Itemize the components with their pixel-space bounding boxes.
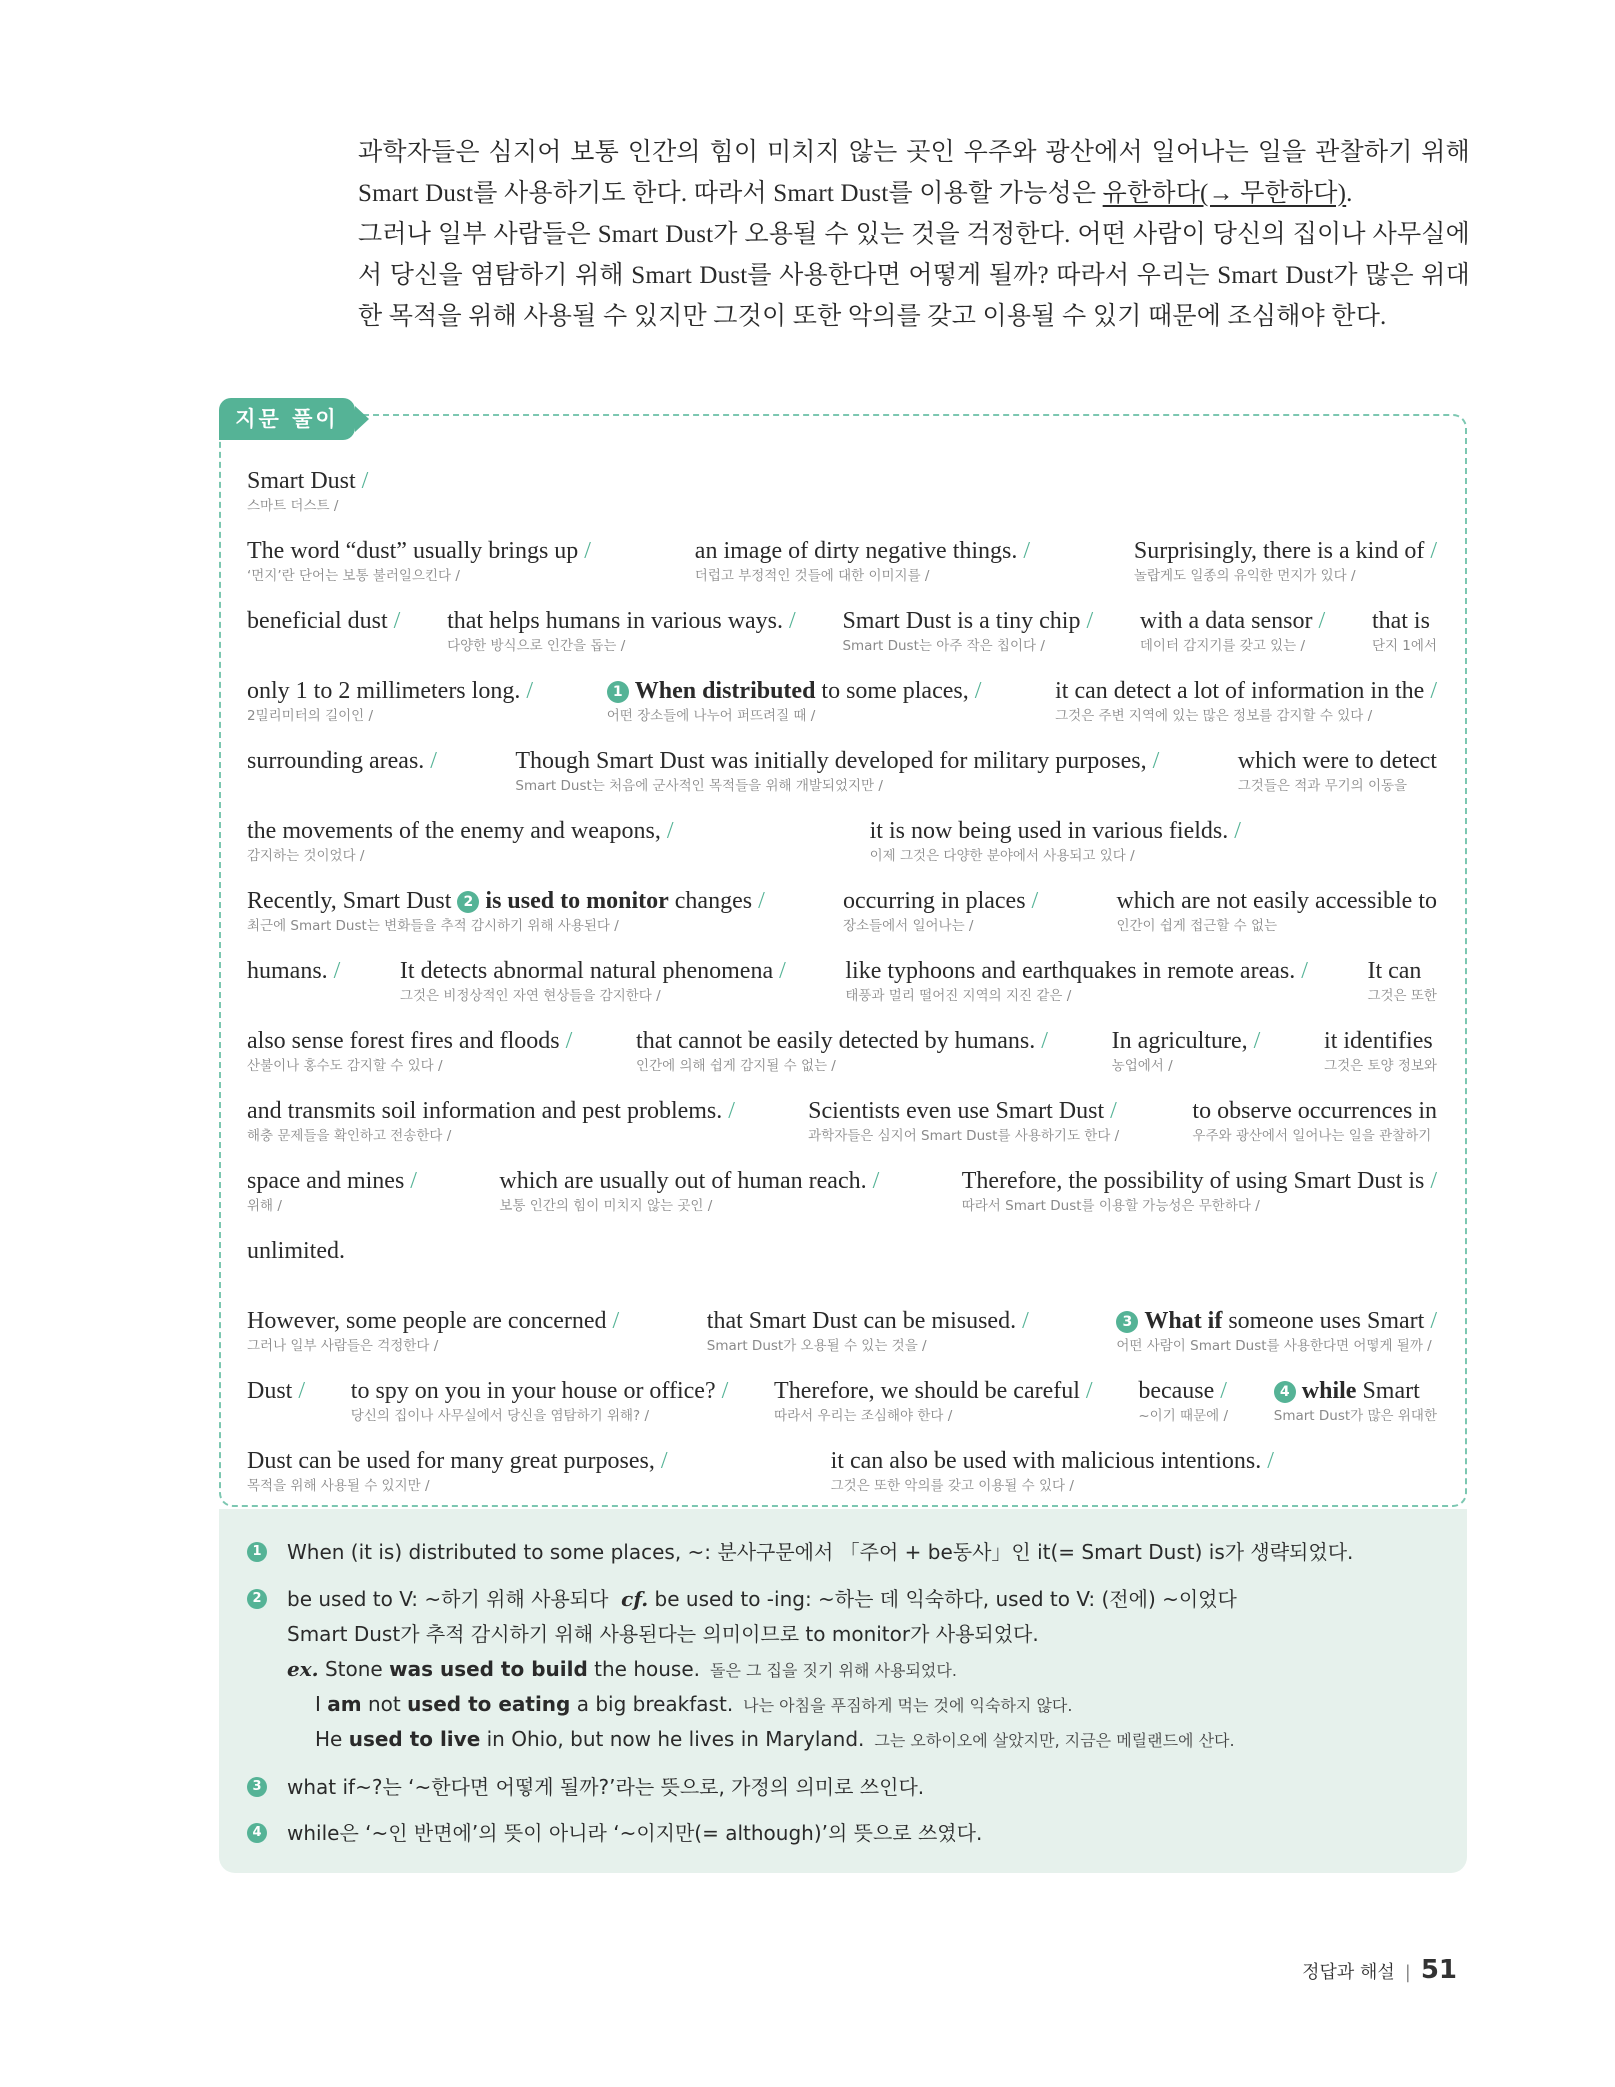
passage-line xyxy=(247,1376,1437,1425)
chunk-english: Therefore, the possibility of using Smart Dust is / xyxy=(961,1168,1437,1194)
chunk-korean: 어떤 장소들에 나누어 퍼뜨려질 때 / xyxy=(606,708,816,724)
chunk xyxy=(1238,746,1437,795)
footer-label: 정답과 해설 xyxy=(1302,1962,1395,1983)
slash-divider: / xyxy=(773,958,786,984)
chunk-english: that is xyxy=(1371,608,1430,634)
slash-divider: / xyxy=(660,818,674,844)
chunk xyxy=(962,1166,1437,1215)
chunk-english: humans. / xyxy=(247,958,341,984)
note-2-line-1: be used to V: ~하기 위해 사용되다 cf. be used to -ing: ~하는 데 익숙하다, used to V: (전에) ~이었다 xyxy=(287,1587,1237,1611)
chunk-korean: 2밀리미터의 길이인 / xyxy=(247,708,374,724)
cf-label: cf. xyxy=(621,1587,649,1611)
chunk-english: with a data sensor / xyxy=(1139,608,1326,634)
note-4: while은 ‘~인 반면에’의 뜻이 아니라 ‘~이지만(= although)’의 뜻으로 쓰였다. xyxy=(287,1821,983,1845)
slash-divider: / xyxy=(1035,1028,1048,1054)
chunk xyxy=(247,466,368,515)
chunk-korean: Smart Dust는 처음에 군사적인 목적들을 위해 개발되었지만 / xyxy=(515,778,883,794)
slash-divider: / xyxy=(1017,538,1031,564)
chunk-korean: 우주와 광산에서 일어나는 일을 관찰하기 xyxy=(1192,1128,1432,1144)
chunk-english: In agriculture, / xyxy=(1111,1028,1261,1054)
chunk-korean: 놀랍게도 일종의 유익한 먼지가 있다 / xyxy=(1133,568,1356,584)
slash-divider: / xyxy=(1016,1308,1029,1334)
slash-divider: / xyxy=(968,678,982,704)
chunk-korean: 이제 그것은 다양한 분야에서 사용되고 있다 / xyxy=(869,848,1135,864)
chunk-korean: 그러나 일부 사람들은 걱정한다 / xyxy=(247,1338,439,1354)
chunk-english: also sense forest fires and floods / xyxy=(247,1028,573,1054)
slash-divider: / xyxy=(520,678,533,704)
note-marker-2: 2 xyxy=(247,1589,267,1609)
slash-divider: / xyxy=(559,1028,573,1054)
chunk-korean: 목적을 위해 사용될 수 있지만 / xyxy=(247,1478,430,1494)
chunk xyxy=(247,676,533,725)
example-2: I am not used to eating a big breakfast. 나는 아침을 푸짐하게 먹는 것에 익숙하지 않다. xyxy=(315,1692,1073,1716)
chunk-korean: 그것은 또한 xyxy=(1367,988,1437,1004)
grammar-point-marker: 1 xyxy=(607,681,629,703)
chunk xyxy=(247,1236,345,1267)
intro-translation xyxy=(358,132,1470,337)
chunk-korean: Smart Dust가 오용될 수 있는 것을 / xyxy=(706,1338,927,1354)
example-3: He used to live in Ohio, but now he lives in Maryland. 그는 오하이오에 살았지만, 지금은 메릴랜드에 산다. xyxy=(315,1727,1235,1751)
chunk-korean: 단지 1에서 xyxy=(1371,638,1437,654)
chunk xyxy=(808,1096,1119,1145)
ex-label: ex. xyxy=(287,1657,319,1681)
slash-divider: / xyxy=(327,958,341,984)
chunk-english: because / xyxy=(1138,1378,1227,1404)
slash-divider: / xyxy=(1424,1308,1437,1334)
chunk xyxy=(1274,1376,1437,1425)
chunk-korean: 그것은 또한 악의를 갖고 이용될 수 있다 / xyxy=(830,1478,1074,1494)
slash-divider: / xyxy=(1312,608,1326,634)
chunk xyxy=(1140,606,1325,655)
slash-divider: / xyxy=(866,1168,880,1194)
chunk xyxy=(636,1026,1048,1075)
note-1: When (it is) distributed to some places, ~: 분사구문에서 「주어 + be동사」인 it(= Smart Dust) is가 생략되었다. xyxy=(287,1540,1354,1564)
passage-line xyxy=(247,536,1437,585)
chunk-english: It detects abnormal natural phenomena / xyxy=(399,958,786,984)
chunk-korean: 더럽고 부정적인 것들에 대한 이미지를 / xyxy=(694,568,930,584)
chunk xyxy=(870,816,1241,865)
intro-paragraph-2: 그러나 일부 사람들은 Smart Dust가 오용될 수 있는 것을 걱정한다. 어떤 사람이 당신의 집이나 사무실에서 당신을 염탐하기 위해 Smart Dust를 사용한다면 어떻게 될까? 따라서 우리는 Smart Dust가 많은 위대한 목적을 위해 사용될 수 있지만 그것이 또한 악의를 갖고 이용될 수 있기 때문에 조심해야 한다. xyxy=(358,221,1470,330)
passage-line xyxy=(247,956,1437,1005)
chunk-english: to observe occurrences in xyxy=(1192,1098,1437,1124)
chunk-english: Dust / xyxy=(247,1378,306,1404)
chunk-english: surrounding areas. / xyxy=(247,748,437,774)
slash-divider: / xyxy=(1295,958,1308,984)
chunk xyxy=(1324,1026,1437,1075)
passage-line xyxy=(247,816,1437,865)
chunk-english: 3 What if someone uses Smart / xyxy=(1116,1306,1437,1336)
chunk xyxy=(247,886,765,935)
footer-divider: | xyxy=(1404,1962,1411,1983)
slash-divider: / xyxy=(752,888,765,914)
chunk xyxy=(842,606,1093,655)
chunk-english: an image of dirty negative things. / xyxy=(694,538,1031,564)
slash-divider: / xyxy=(654,1448,668,1474)
chunk-english: which are not easily accessible to xyxy=(1116,888,1437,914)
slash-divider: / xyxy=(1104,1098,1117,1124)
slash-divider: / xyxy=(1214,1378,1227,1404)
passage-line xyxy=(247,1026,1437,1075)
chunk xyxy=(247,606,400,655)
slash-divider: / xyxy=(1424,1168,1437,1194)
slash-divider: / xyxy=(1079,1378,1093,1404)
chunk-english: it identifies xyxy=(1324,1028,1433,1054)
chunk xyxy=(247,1306,619,1355)
chunk-english: that Smart Dust can be misused. / xyxy=(706,1308,1029,1334)
chunk-english: unlimited. xyxy=(247,1238,345,1264)
chunk xyxy=(247,1026,572,1075)
slash-divider: / xyxy=(715,1378,729,1404)
chunk-english: occurring in places / xyxy=(842,888,1039,914)
chunk-korean: Smart Dust가 많은 위대한 xyxy=(1273,1408,1437,1424)
chunk-korean: 감지하는 것이었다 / xyxy=(247,848,365,864)
chunk-korean: ~이기 때문에 / xyxy=(1138,1408,1228,1424)
chunk xyxy=(247,816,674,865)
grammar-point-marker: 2 xyxy=(457,891,479,913)
note-2-line-2: Smart Dust가 추적 감시하기 위해 사용된다는 의미이므로 to monitor가 사용되었다. xyxy=(287,1622,1039,1646)
slash-divider: / xyxy=(355,468,369,494)
chunk-english: The word “dust” usually brings up / xyxy=(247,538,591,564)
chunk-korean: 어떤 사람이 Smart Dust를 사용한다면 어떻게 될까 / xyxy=(1116,1338,1432,1354)
chunk-english: like typhoons and earthquakes in remote areas. / xyxy=(845,958,1308,984)
passage-line xyxy=(247,1096,1437,1145)
chunk xyxy=(1192,1096,1437,1145)
passage-line xyxy=(247,1306,1437,1355)
chunk xyxy=(247,536,591,585)
slash-divider: / xyxy=(424,748,437,774)
chunk-english: beneficial dust / xyxy=(247,608,401,634)
chunk xyxy=(1138,1376,1228,1425)
slash-divider: / xyxy=(606,1308,620,1334)
chunk-korean: 스마트 더스트 / xyxy=(247,498,339,514)
chunk-korean: 농업에서 / xyxy=(1111,1058,1173,1074)
passage-line xyxy=(247,886,1437,935)
note-marker-3: 3 xyxy=(247,1777,267,1797)
chunk xyxy=(247,746,437,795)
slash-divider: / xyxy=(1228,818,1241,844)
chunk xyxy=(1116,886,1437,935)
passage-line xyxy=(247,746,1437,795)
chunk-korean: 다양한 방식으로 인간을 돕는 / xyxy=(447,638,626,654)
chunk-english: However, some people are concerned / xyxy=(247,1308,620,1334)
intro-paragraph-1: 과학자들은 심지어 보통 인간의 힘이 미치지 않는 곳인 우주와 광산에서 일어나는 일을 관찰하기 위해 Smart Dust를 사용하기도 한다. 따라서 Smart Dust를 이용할 가능성은 유한하다(→ 무한하다). xyxy=(358,139,1470,207)
chunk xyxy=(351,1376,729,1425)
chunk-english: Smart Dust is a tiny chip / xyxy=(842,608,1094,634)
chunk-korean: 데이터 감지기를 갖고 있는 / xyxy=(1139,638,1306,654)
chunk-korean: 위해 / xyxy=(247,1198,282,1214)
chunk-english: to spy on you in your house or office? / xyxy=(350,1378,729,1404)
chunk xyxy=(1055,676,1437,725)
chunk xyxy=(247,1376,305,1425)
chunk xyxy=(1367,956,1437,1005)
note-marker-4: 4 xyxy=(247,1823,267,1843)
example-1: ex. Stone was used to build the house. 돌은 그 집을 짓기 위해 사용되었다. xyxy=(287,1657,957,1681)
passage-line xyxy=(247,676,1437,725)
chunk-english: 4 while Smart xyxy=(1274,1376,1437,1406)
slash-divider: / xyxy=(1261,1448,1274,1474)
chunk-english: 1 When distributed to some places, / xyxy=(607,676,982,706)
chunk-english: it can also be used with malicious intentions. / xyxy=(830,1448,1274,1474)
chunk-english: Therefore, we should be careful / xyxy=(774,1378,1093,1404)
chunk-korean: 당신의 집이나 사무실에서 당신을 염탐하기 위해? / xyxy=(350,1408,650,1424)
chunk-english: Scientists even use Smart Dust / xyxy=(808,1098,1117,1124)
chunk xyxy=(831,1446,1274,1495)
chunk-korean: ‘먼지’란 단어는 보통 불러일으킨다 / xyxy=(247,568,460,584)
page-number: 51 xyxy=(1420,1955,1457,1985)
chunk-english: space and mines / xyxy=(247,1168,417,1194)
chunk-korean: 태풍과 멀리 떨어진 지역의 지진 같은 / xyxy=(845,988,1072,1004)
grammar-point-marker: 4 xyxy=(1274,1381,1296,1403)
chunk-korean: 그것들은 적과 무기의 이동을 xyxy=(1237,778,1408,794)
chunk-english: Surprisingly, there is a kind of / xyxy=(1133,538,1437,564)
slash-divider: / xyxy=(1025,888,1039,914)
chunk-english: only 1 to 2 millimeters long. / xyxy=(247,678,533,704)
chunk xyxy=(400,956,786,1005)
passage-line xyxy=(247,1446,1437,1495)
slash-divider: / xyxy=(578,538,591,564)
note-marker-1: 1 xyxy=(247,1542,267,1562)
slash-divider: / xyxy=(722,1098,735,1124)
slash-divider: / xyxy=(783,608,796,634)
chunk-korean: 그것은 토양 정보와 xyxy=(1324,1058,1437,1074)
note-3: what if~?는 ‘~한다면 어떻게 될까?’라는 뜻으로, 가정의 의미로 쓰인다. xyxy=(287,1775,925,1799)
chunk xyxy=(845,956,1308,1005)
slash-divider: / xyxy=(387,608,401,634)
chunk xyxy=(247,1166,417,1215)
chunk-korean: 장소들에서 일어나는 / xyxy=(842,918,974,934)
slash-divider: / xyxy=(292,1378,306,1404)
chunk-korean: 그것은 비정상적인 자연 현상들을 감지한다 / xyxy=(399,988,661,1004)
chunk-english: Smart Dust / xyxy=(247,468,369,494)
chunk-korean: 그것은 주변 지역에 있는 많은 정보를 감지할 수 있다 / xyxy=(1055,708,1373,724)
grammar-point-marker: 3 xyxy=(1116,1311,1138,1333)
underlined-correction: 유한하다(→ 무한하다) xyxy=(1102,180,1347,207)
chunk-english: that helps humans in various ways. / xyxy=(447,608,796,634)
chunk xyxy=(843,886,1038,935)
chunk-korean: 따라서 Smart Dust를 이용할 가능성은 무한하다 / xyxy=(961,1198,1260,1214)
slash-divider: / xyxy=(404,1168,417,1194)
slash-divider: / xyxy=(1424,538,1437,564)
chunk-english: the movements of the enemy and weapons, / xyxy=(247,818,674,844)
chunk-korean: Smart Dust는 아주 작은 칩이다 / xyxy=(842,638,1045,654)
chunk xyxy=(774,1376,1093,1425)
chunk-english: and transmits soil information and pest problems. / xyxy=(247,1098,735,1124)
slash-divider: / xyxy=(1247,1028,1261,1054)
chunk-english: it is now being used in various fields. / xyxy=(869,818,1241,844)
chunk xyxy=(607,676,982,725)
chunk xyxy=(1372,606,1437,655)
chunk-korean: 인간이 쉽게 접근할 수 없는 xyxy=(1116,918,1278,934)
chunk-english: that cannot be easily detected by humans. / xyxy=(636,1028,1048,1054)
passage-line xyxy=(247,1236,1437,1267)
passage-line xyxy=(247,1166,1437,1215)
chunk-english: Dust can be used for many great purposes, / xyxy=(247,1448,668,1474)
passage-line xyxy=(247,466,1437,515)
passage-line xyxy=(247,606,1437,655)
chunk xyxy=(1116,1306,1437,1355)
chunk xyxy=(499,1166,879,1215)
chunk-korean: 과학자들은 심지어 Smart Dust를 사용하기도 한다 / xyxy=(808,1128,1120,1144)
chunk-korean: 산불이나 홍수도 감지할 수 있다 / xyxy=(247,1058,443,1074)
chunk xyxy=(1134,536,1437,585)
slash-divider: / xyxy=(1080,608,1094,634)
chunk xyxy=(695,536,1030,585)
chunk xyxy=(447,606,796,655)
chunk-korean: 최근에 Smart Dust는 변화들을 추적 감시하기 위해 사용된다 / xyxy=(247,918,619,934)
chunk-english: which are usually out of human reach. / xyxy=(499,1168,880,1194)
chunk-korean: 인간에 의해 쉽게 감지될 수 없는 / xyxy=(636,1058,836,1074)
slash-divider: / xyxy=(1424,678,1437,704)
chunk xyxy=(247,956,340,1005)
chunk-korean: 따라서 우리는 조심해야 한다 / xyxy=(774,1408,953,1424)
chunk-korean: 보통 인간의 힘이 미치지 않는 곳인 / xyxy=(499,1198,713,1214)
chunk xyxy=(247,1096,735,1145)
page-footer xyxy=(1302,1955,1457,1985)
grammar-notes xyxy=(219,1509,1467,1873)
chunk-english: it can detect a lot of information in the / xyxy=(1055,678,1437,704)
chunk-english: Though Smart Dust was initially developed for military purposes, / xyxy=(515,748,1160,774)
chunk xyxy=(247,1446,668,1495)
chunk-english: It can xyxy=(1367,958,1422,984)
section-tab: 지문 풀이 xyxy=(219,398,355,440)
chunk xyxy=(1112,1026,1261,1075)
chunk-english: Recently, Smart Dust 2 is used to monitor changes / xyxy=(247,888,765,914)
chunk-korean: 해충 문제들을 확인하고 전송한다 / xyxy=(247,1128,452,1144)
slash-divider: / xyxy=(1146,748,1160,774)
chunk-english: which were to detect xyxy=(1237,748,1437,774)
chunk xyxy=(707,1306,1029,1355)
chunk xyxy=(515,746,1159,795)
